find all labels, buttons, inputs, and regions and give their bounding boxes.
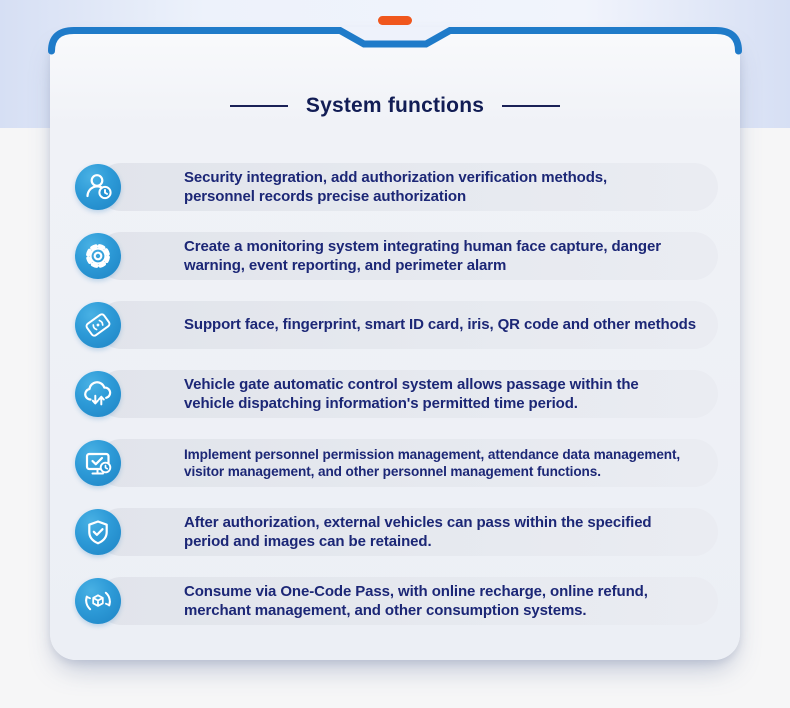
list-item-text: After authorization, external vehicles can pass within the specified period and images can be retained.: [184, 513, 652, 550]
system-functions-card: [50, 30, 740, 660]
card-top-ribbon: [48, 23, 742, 65]
shield-check-icon: [75, 509, 121, 555]
list-item: [50, 577, 740, 625]
list-item-text: Create a monitoring system integrating human face capture, danger warning, event reporting, and perimeter alarm: [184, 237, 661, 274]
gear-icon: [75, 233, 121, 279]
cloud-sync-icon: [75, 371, 121, 417]
title-left-line: [230, 105, 288, 107]
list-item-text: Security integration, add authorization verification methods, personnel records precise authorization: [184, 168, 608, 205]
list-item-text: Vehicle gate automatic control system allows passage within the vehicle dispatching information's permitted time period.: [184, 375, 639, 412]
monitor-check-icon: [75, 440, 121, 486]
contactless-card-icon: [75, 302, 121, 348]
list-item: [50, 439, 740, 487]
list-item: [50, 370, 740, 418]
title-right-line: [502, 105, 560, 107]
list-item-text: Implement personnel permission management, attendance data management, visitor management, and other personnel management functions.: [184, 446, 681, 479]
list-item-text: Support face, fingerprint, smart ID card, iris, QR code and other methods: [184, 316, 696, 334]
title-row: [50, 94, 740, 118]
list-item: [50, 232, 740, 280]
list-item: [50, 301, 740, 349]
orange-accent-bar: [378, 16, 412, 25]
consume-cycle-icon: [75, 578, 121, 624]
feature-list: [50, 163, 740, 646]
list-item: [50, 508, 740, 556]
list-item-text: Consume via One-Code Pass, with online recharge, online refund, merchant management, and other consumption systems.: [184, 582, 648, 619]
page-title: System functions: [305, 94, 485, 117]
user-clock-icon: [75, 164, 121, 210]
list-item: [50, 163, 740, 211]
